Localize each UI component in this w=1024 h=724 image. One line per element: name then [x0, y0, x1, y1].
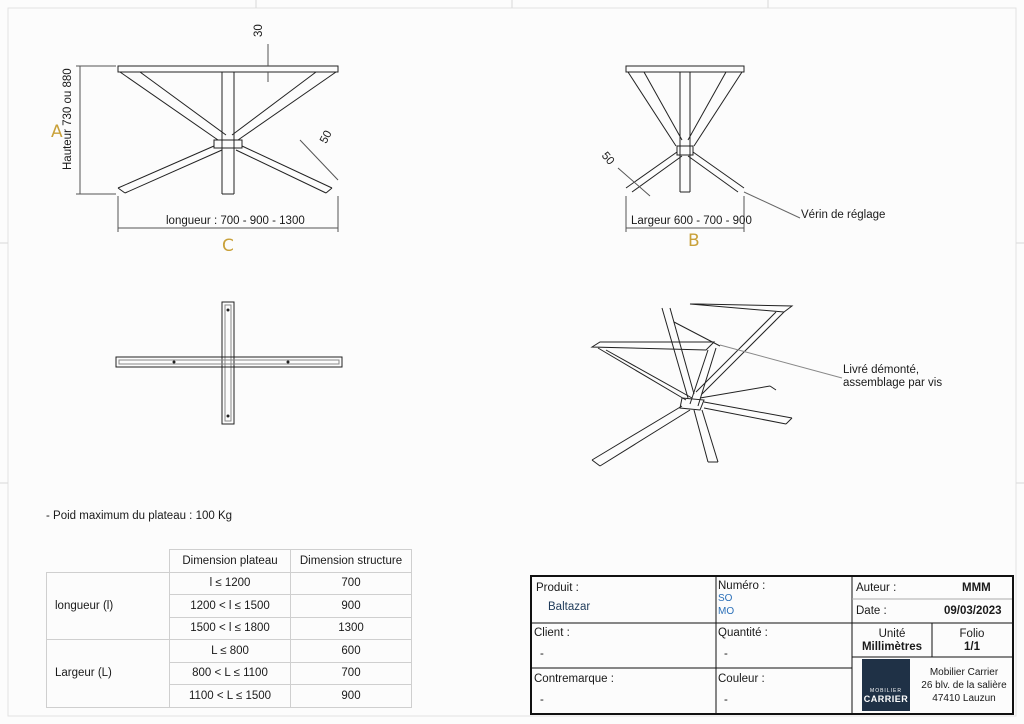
dimension-table: [46, 549, 412, 708]
date-value: 09/03/2023: [944, 605, 1002, 617]
table-cell: 900: [291, 685, 412, 708]
label-b: B: [688, 231, 700, 251]
auteur-label: Auteur :: [856, 582, 897, 594]
unite-value: Millimètres: [861, 641, 923, 653]
verin-label: Vérin de réglage: [801, 209, 886, 221]
table-cell: l ≤ 1200: [170, 572, 291, 595]
group-label-largeur: Largeur (L): [47, 640, 170, 708]
company-city: 47410 Lauzun: [932, 693, 996, 704]
logo-big-text: CARRIER: [863, 694, 909, 704]
client-value: -: [540, 648, 544, 660]
numero-mo: MO: [718, 606, 735, 617]
date-label: Date :: [856, 605, 887, 617]
label-a: A: [51, 122, 63, 142]
client-label: Client :: [534, 627, 570, 639]
label-c: C: [222, 236, 234, 256]
dim-30-label: 30: [253, 24, 265, 37]
livre-line2: assemblage par vis: [843, 377, 943, 389]
width-dimension-label: Largeur 600 - 700 - 900: [631, 215, 752, 227]
company-name: Mobilier Carrier: [929, 667, 999, 678]
unite-label: Unité: [878, 628, 906, 640]
auteur-value: MMM: [962, 582, 991, 594]
table-cell: 800 < L ≤ 1100: [170, 662, 291, 685]
folio-label: Folio: [959, 628, 985, 640]
height-dimension-label: Hauteur 730 ou 880: [62, 68, 74, 170]
table-header-row: [47, 550, 412, 573]
livre-line1: Livré démonté,: [843, 364, 920, 376]
table-cell: 1300: [291, 617, 412, 640]
quantite-value: -: [724, 648, 728, 660]
table-row: [47, 640, 412, 663]
dim-50-side-label: 50: [598, 150, 617, 168]
produit-value: Baltazar: [548, 601, 591, 613]
company-street: 26 blv. de la salière: [921, 680, 1007, 691]
folio-value: 1/1: [964, 641, 980, 653]
group-label-longueur: longueur (l): [47, 572, 170, 640]
contremarque-label: Contremarque :: [534, 673, 614, 685]
header-dimension-plateau: Dimension plateau: [170, 550, 291, 573]
quantite-label: Quantité :: [718, 627, 768, 639]
table-cell: 1500 < l ≤ 1800: [170, 617, 291, 640]
logo-small-text: MOBILIER: [870, 688, 902, 694]
header-dimension-structure: Dimension structure: [291, 550, 412, 573]
length-dimension-label: longueur : 700 - 900 - 1300: [166, 215, 305, 227]
table-cell: 900: [291, 595, 412, 618]
poids-note: - Poid maximum du plateau : 100 Kg: [46, 510, 233, 522]
table-cell: 700: [291, 572, 412, 595]
produit-label: Produit :: [536, 582, 579, 594]
table-cell: 600: [291, 640, 412, 663]
couleur-label: Couleur :: [718, 673, 765, 685]
header-blank: [47, 550, 170, 573]
table-cell: L ≤ 800: [170, 640, 291, 663]
dim-50-front-label: 50: [318, 128, 335, 146]
title-block: [530, 575, 1014, 715]
table-row: [47, 572, 412, 595]
numero-label: Numéro :: [718, 580, 766, 592]
couleur-value: -: [724, 694, 728, 706]
table-cell: 700: [291, 662, 412, 685]
company-logo: [862, 659, 910, 711]
table-cell: 1200 < l ≤ 1500: [170, 595, 291, 618]
table-cell: 1100 < L ≤ 1500: [170, 685, 291, 708]
contremarque-value: -: [540, 694, 544, 706]
numero-so: SO: [718, 593, 733, 604]
